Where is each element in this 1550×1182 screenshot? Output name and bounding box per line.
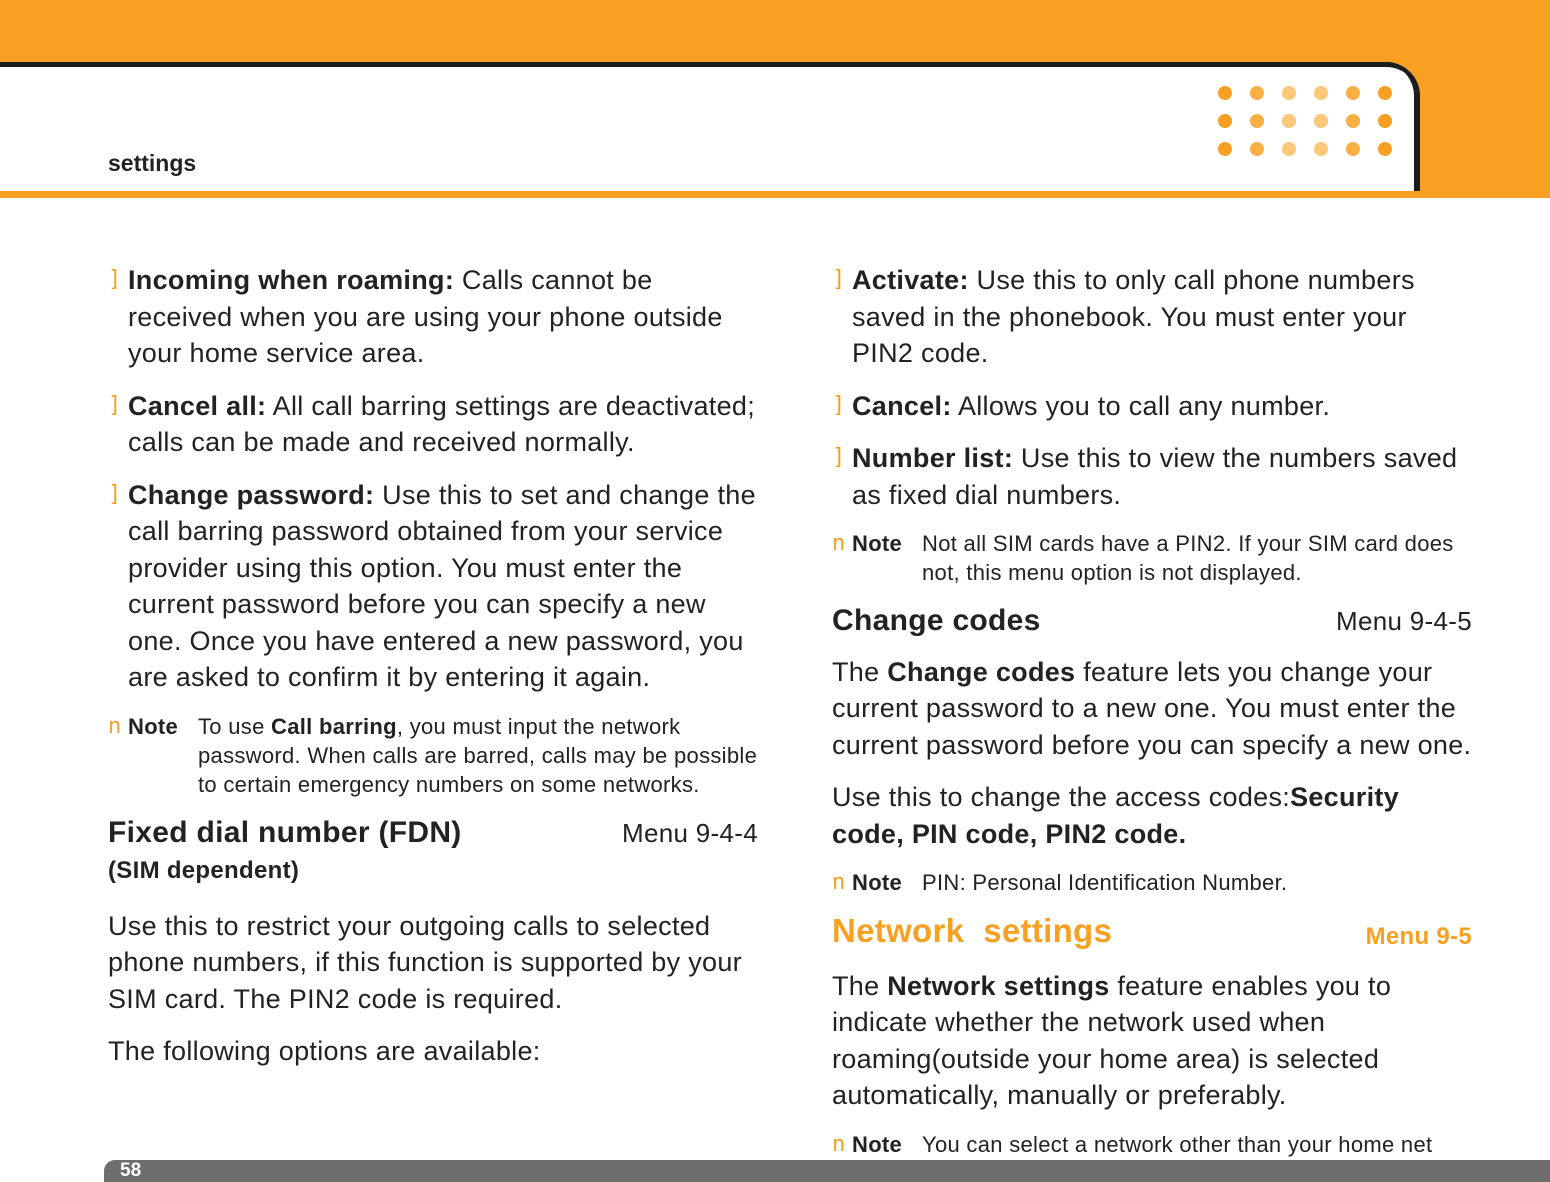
dot-icon <box>1378 142 1392 156</box>
item-label: Cancel all: <box>128 390 267 421</box>
paragraph: The following options are available: <box>108 1036 541 1066</box>
paragraph: The Change codes feature lets you change your current password to a new one. You must enter the current password before you can specify a new one. <box>832 656 1472 760</box>
note-network <box>832 1130 1472 1159</box>
left-column <box>108 262 758 1086</box>
item-label: Number list: <box>852 443 1014 473</box>
section-title: Change codes <box>832 604 1041 637</box>
dot-icon <box>1282 86 1296 100</box>
section-title: Network settings <box>832 912 1113 949</box>
menu-number: Menu 9-5 <box>1365 923 1472 950</box>
change-codes-heading <box>832 603 1472 640</box>
footer-bar <box>104 1160 1550 1182</box>
item-text: Use this to view the numbers saved as fixed dial numbers. <box>852 443 1458 510</box>
menu-number: Menu 9-4-5 <box>1336 606 1472 636</box>
item-text: Calls cannot be received when you are using your phone outside your home service area. <box>128 265 723 368</box>
menu-number: Menu 9-4-4 <box>622 817 758 848</box>
dot-icon <box>1346 86 1360 100</box>
right-column <box>832 262 1472 1175</box>
note-icon: n <box>832 531 846 556</box>
paragraph: Use this to change the access codes:Security code, PIN code, PIN2 code. <box>832 782 1400 849</box>
note-text: You can select a network other than your home net <box>922 1131 1433 1157</box>
bullet-icon: ] <box>108 481 122 507</box>
item-text: Allows you to call any number. <box>951 390 1331 421</box>
dot-icon <box>1314 114 1328 128</box>
note-icon: n <box>832 870 846 895</box>
item-text: All call barring settings are deactivated; calls can be made and received normally. <box>128 390 756 457</box>
dot-icon <box>1314 86 1328 100</box>
list-item <box>108 477 758 696</box>
dot-icon <box>1346 142 1360 156</box>
item-text: Use this to only call phone numbers saved in the phonebook. You must enter your PIN2 code. <box>852 265 1415 368</box>
dot-icon <box>1250 86 1264 100</box>
section-title: Fixed dial number (FDN) <box>108 815 462 849</box>
header-panel <box>0 62 1420 191</box>
paragraph: Use this to restrict your outgoing calls to selected phone numbers, if this function is supported by your SIM card. The PIN2 code is required. <box>108 910 742 1014</box>
dot-icon <box>1378 114 1392 128</box>
section-subtitle: (SIM dependent) <box>108 857 300 884</box>
dot-icon <box>1218 142 1232 156</box>
list-item <box>832 262 1472 372</box>
network-settings-heading <box>832 913 1472 950</box>
dot-icon <box>1218 114 1232 128</box>
note-label: Note <box>852 870 903 895</box>
note-label: Note <box>128 713 179 739</box>
note-text: , you must input the network password. When calls are barred, calls may be possible to certain emergency numbers on some networks. <box>198 713 758 797</box>
dot-icon <box>1314 142 1328 156</box>
page-section-title: settings <box>108 150 197 176</box>
note-pin <box>832 868 1472 897</box>
note-bold: Call barring <box>271 713 397 739</box>
bullet-icon: ] <box>832 445 846 470</box>
paragraph: The Network settings feature enables you to indicate whether the network used when roaming(outside your home area) is selected automatically, manually or preferably. <box>832 970 1392 1110</box>
dot-icon <box>1378 86 1392 100</box>
dot-icon <box>1282 142 1296 156</box>
page-number: 58 <box>120 1160 142 1181</box>
dot-icon <box>1282 114 1296 128</box>
fdn-heading <box>108 815 758 852</box>
dot-icon <box>1346 114 1360 128</box>
item-text: Use this to set and change the call barring password obtained from your service provider using this option. You must enter the current password before you can specify a new one. Once you have entered a new password, you are asked to confirm it by entering it again. <box>128 479 756 692</box>
note-call-barring <box>108 712 758 799</box>
item-label: Activate: <box>852 265 969 295</box>
dot-icon <box>1218 86 1232 100</box>
bullet-icon: ] <box>108 267 122 292</box>
list-item <box>108 262 758 372</box>
dot-icon <box>1250 114 1264 128</box>
note-icon: n <box>832 1131 846 1157</box>
bullet-icon: ] <box>832 267 846 292</box>
bullet-icon: ] <box>832 392 846 418</box>
item-label: Incoming when roaming: <box>128 265 455 295</box>
note-text: To use <box>198 713 272 739</box>
list-item <box>832 440 1472 513</box>
note-label: Note <box>852 1131 903 1157</box>
bullet-icon: ] <box>108 392 122 418</box>
note-text: PIN: Personal Identification Number. <box>922 870 1288 895</box>
list-item <box>832 388 1472 425</box>
note-icon: n <box>108 713 122 739</box>
note-pin2 <box>832 529 1472 587</box>
list-item <box>108 388 758 461</box>
dot-icon <box>1250 142 1264 156</box>
item-label: Cancel: <box>852 390 952 421</box>
item-label: Change password: <box>128 479 375 510</box>
note-label: Note <box>852 531 903 556</box>
note-text: Not all SIM cards have a PIN2. If your SIM card does not, this menu option is not displayed. <box>922 531 1454 585</box>
